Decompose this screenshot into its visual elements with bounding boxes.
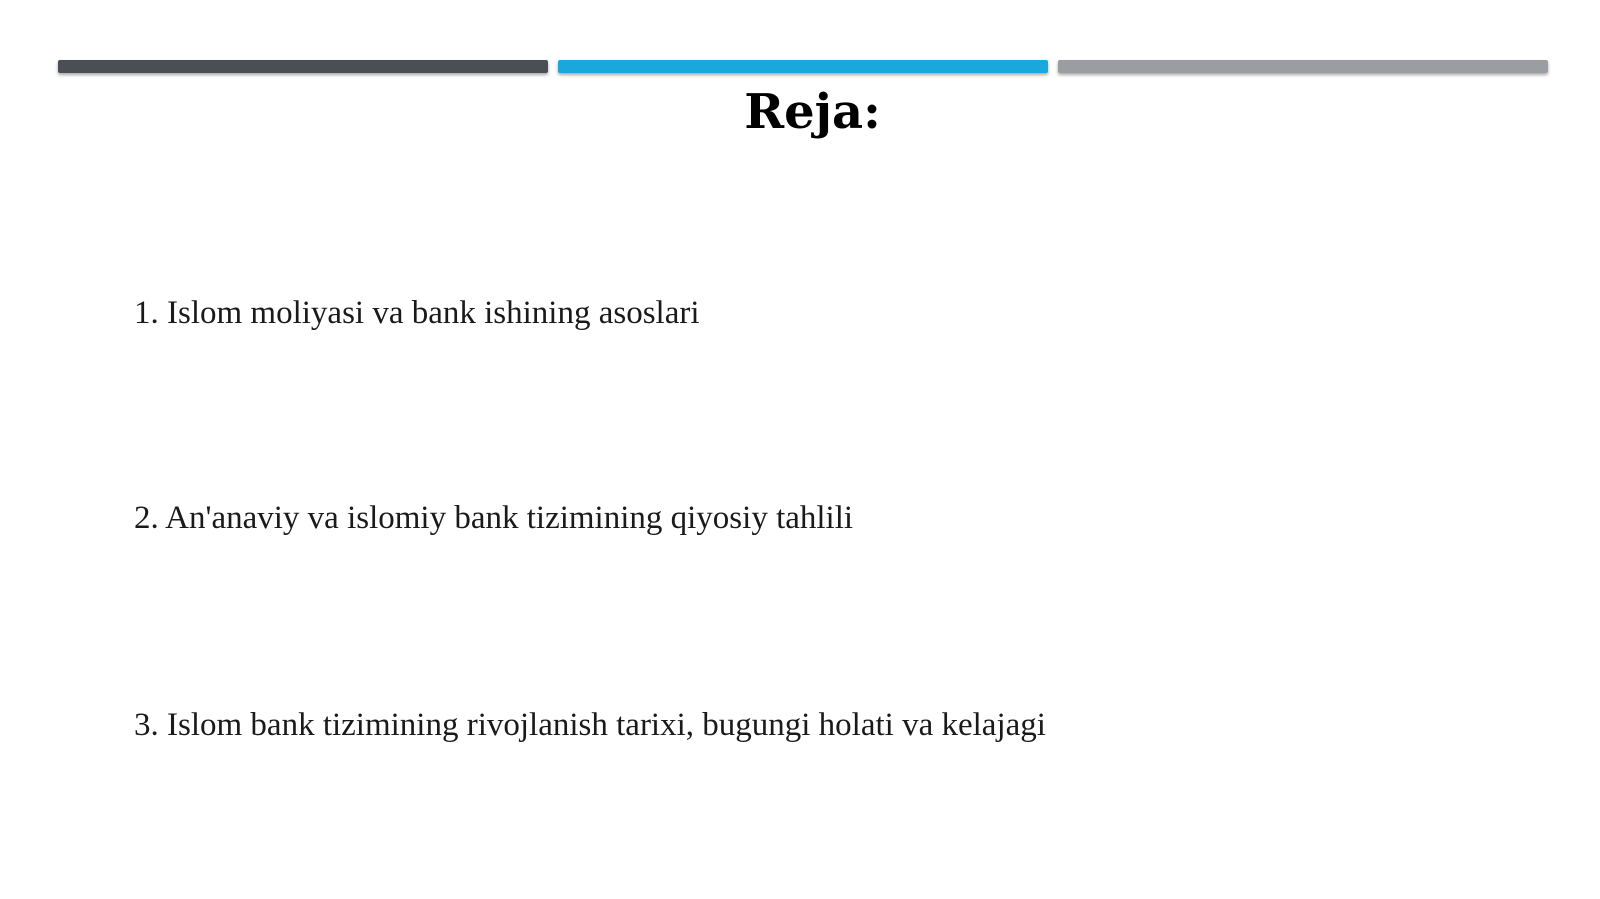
- slide-title: Reja:: [744, 84, 881, 140]
- agenda-item-2: 2. An'anaviy va islomiy bank tizimining qiyosiy tahlili: [134, 500, 854, 536]
- accent-bar-blue: [558, 60, 1048, 73]
- agenda-item-1: 1. Islom moliyasi va bank ishining asoslari: [134, 295, 700, 331]
- accent-bar-gray: [1058, 60, 1548, 73]
- accent-bars: [58, 60, 1548, 73]
- agenda-item-3: 3. Islom bank tizimining rivojlanish tarixi, bugungi holati va kelajagi: [134, 707, 1046, 743]
- accent-bar-dark: [58, 60, 548, 73]
